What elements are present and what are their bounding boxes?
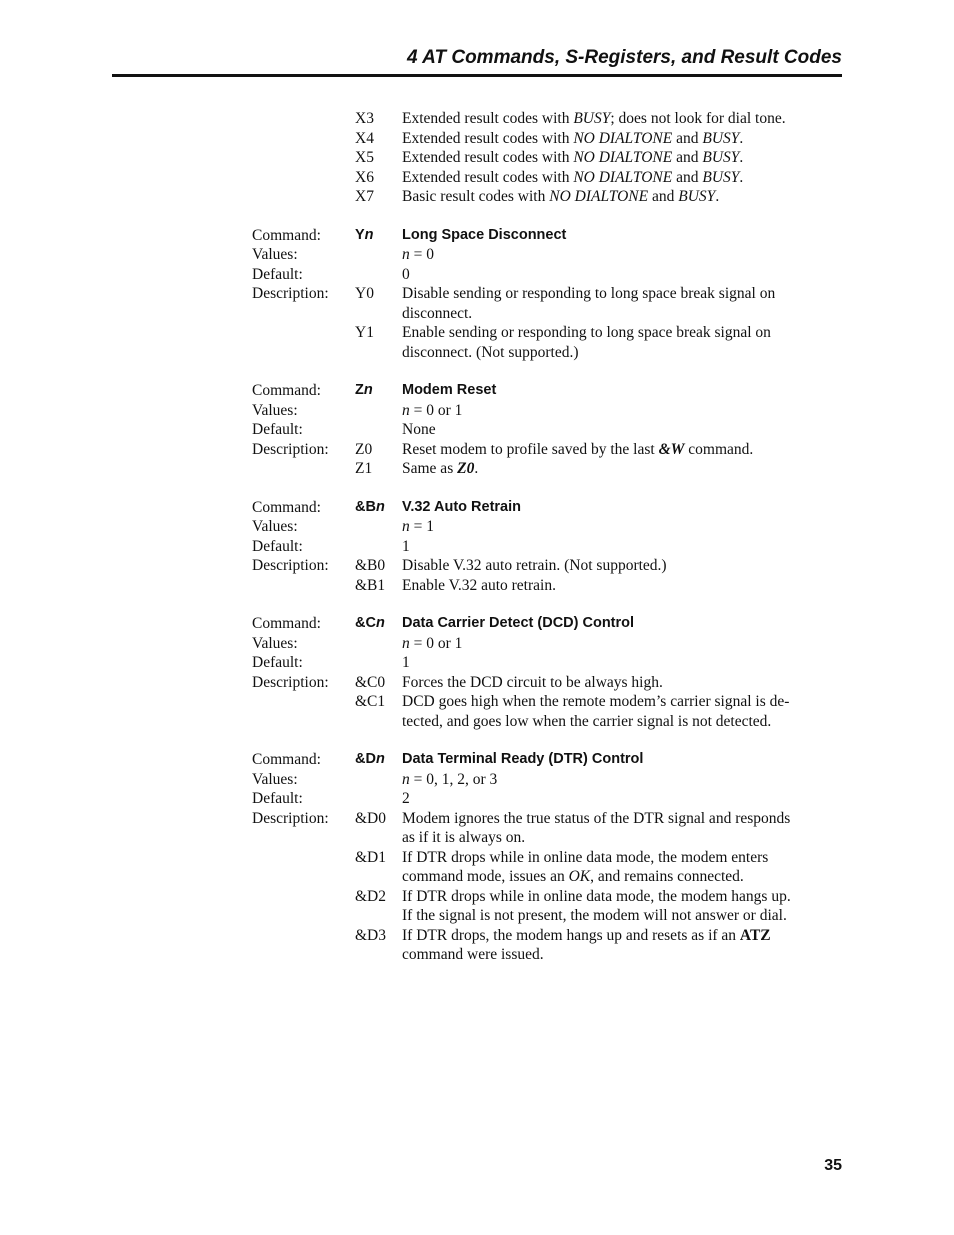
option-description: Disable sending or responding to long space break signal on disconnect. — [402, 285, 776, 322]
command-row — [252, 498, 844, 518]
description-label: Description: — [252, 673, 329, 691]
option-row — [252, 284, 844, 323]
option-row — [252, 692, 844, 731]
running-header-title: 4 AT Commands, S-Registers, and Result Codes — [407, 47, 842, 68]
values-label: Values: — [252, 770, 298, 788]
values-text: n = 0 or 1 — [402, 634, 463, 652]
option-description: Reset modem to profile saved by the last &W command. — [402, 440, 754, 458]
x-command-tail — [252, 109, 844, 207]
values-row — [252, 517, 844, 537]
option-row — [252, 556, 844, 576]
values-row — [252, 245, 844, 265]
option-code: X3 — [355, 110, 374, 127]
option-description: If DTR drops, the modem hangs up and resets as if an ATZ command were issued. — [402, 926, 771, 963]
command-block-d — [252, 750, 844, 965]
command-label: Command: — [252, 751, 321, 768]
default-label: Default: — [252, 790, 303, 807]
command-row — [252, 614, 844, 634]
option-code: &D2 — [355, 887, 386, 905]
command-title: Data Carrier Detect (DCD) Control — [402, 615, 635, 631]
default-row — [252, 653, 844, 673]
command-row — [252, 750, 844, 770]
command-title: Data Terminal Ready (DTR) Control — [402, 751, 644, 767]
option-row — [252, 148, 844, 168]
option-description: If DTR drops while in online data mode, the modem hangs up. If the signal is not present, the modem will not answer or dial. — [402, 887, 791, 924]
command-title: Modem Reset — [402, 382, 497, 398]
default-value: 2 — [402, 790, 410, 807]
option-description: Extended result codes with BUSY; does not look for dial tone. — [402, 110, 786, 127]
default-row — [252, 537, 844, 557]
option-row — [252, 109, 844, 129]
option-code: &D0 — [355, 809, 386, 827]
default-row — [252, 265, 844, 285]
option-code: &C1 — [355, 693, 386, 710]
option-code: X7 — [355, 188, 374, 205]
default-label: Default: — [252, 265, 303, 283]
option-description: Extended result codes with NO DIALTONE and BUSY. — [402, 149, 744, 166]
command-label: Command: — [252, 226, 321, 244]
option-description: Forces the DCD circuit to be always high. — [402, 673, 663, 691]
command-block-y — [252, 226, 844, 363]
values-text: n = 0 or 1 — [402, 401, 463, 419]
option-description: Disable V.32 auto retrain. (Not supported.) — [402, 557, 667, 574]
default-row — [252, 789, 844, 809]
description-label: Description: — [252, 557, 329, 574]
default-row — [252, 420, 844, 440]
default-label: Default: — [252, 654, 303, 671]
option-description: Modem ignores the true status of the DTR signal and responds as if it is always on. — [402, 809, 791, 846]
option-code: Y1 — [355, 324, 374, 341]
command-block-c — [252, 614, 844, 731]
values-label: Values: — [252, 634, 298, 652]
values-text: n = 0, 1, 2, or 3 — [402, 770, 498, 788]
option-description: Basic result codes with NO DIALTONE and BUSY. — [402, 188, 720, 205]
default-label: Default: — [252, 421, 303, 438]
option-code: &D3 — [355, 926, 386, 944]
header-rule — [112, 74, 842, 77]
option-code: &B0 — [355, 557, 386, 574]
option-description: Extended result codes with NO DIALTONE and BUSY. — [402, 129, 744, 147]
option-row — [252, 323, 844, 362]
command-code: &Bn — [355, 498, 385, 515]
option-description: If DTR drops while in online data mode, the modem enters command mode, issues an OK, and remains connected. — [402, 848, 769, 885]
command-code: &Cn — [355, 615, 385, 631]
option-code: X5 — [355, 149, 374, 166]
option-code: Z0 — [355, 440, 373, 458]
option-row — [252, 673, 844, 693]
command-label: Command: — [252, 498, 321, 516]
option-code: X6 — [355, 168, 374, 186]
option-description: Enable V.32 auto retrain. — [402, 576, 556, 594]
option-row — [252, 168, 844, 188]
values-row — [252, 401, 844, 421]
values-row — [252, 634, 844, 654]
option-row — [252, 848, 844, 887]
description-label: Description: — [252, 285, 329, 302]
option-description: DCD goes high when the remote modem’s carrier signal is de- tected, and goes low when the carrier signal is not detected. — [402, 693, 790, 730]
option-code: &C0 — [355, 673, 386, 691]
command-row — [252, 226, 844, 246]
option-row — [252, 809, 844, 848]
option-row — [252, 187, 844, 207]
values-label: Values: — [252, 401, 298, 419]
values-label: Values: — [252, 518, 298, 535]
values-text: n = 0 — [402, 246, 434, 263]
description-label: Description: — [252, 809, 329, 827]
command-code: &Dn — [355, 751, 385, 767]
option-code: X4 — [355, 129, 374, 147]
command-row — [252, 381, 844, 401]
option-description: Same as Z0. — [402, 460, 479, 477]
default-value: 1 — [402, 537, 410, 555]
values-label: Values: — [252, 246, 298, 263]
command-title: Long Space Disconnect — [402, 226, 567, 243]
default-value: 0 — [402, 265, 410, 283]
command-code: Zn — [355, 382, 373, 398]
page-content — [252, 109, 844, 965]
default-label: Default: — [252, 537, 303, 555]
option-code: &B1 — [355, 576, 386, 594]
command-code: Yn — [355, 226, 374, 243]
default-value: 1 — [402, 654, 410, 671]
option-row — [252, 440, 844, 460]
command-title: V.32 Auto Retrain — [402, 498, 521, 515]
option-row — [252, 576, 844, 596]
values-row — [252, 770, 844, 790]
option-row — [252, 926, 844, 965]
command-label: Command: — [252, 615, 321, 632]
option-row — [252, 887, 844, 926]
option-code: Y0 — [355, 285, 374, 302]
page-number: 35 — [824, 1157, 842, 1174]
command-block-b — [252, 498, 844, 596]
command-label: Command: — [252, 382, 321, 399]
description-label: Description: — [252, 440, 329, 458]
option-code: &D1 — [355, 848, 386, 866]
option-description: Extended result codes with NO DIALTONE and BUSY. — [402, 168, 744, 186]
command-block-z — [252, 381, 844, 479]
option-row — [252, 129, 844, 149]
default-value: None — [402, 421, 436, 438]
option-row — [252, 459, 844, 479]
option-description: Enable sending or responding to long space break signal on disconnect. (Not supported.) — [402, 324, 771, 361]
values-text: n = 1 — [402, 518, 434, 535]
option-code: Z1 — [355, 460, 373, 477]
